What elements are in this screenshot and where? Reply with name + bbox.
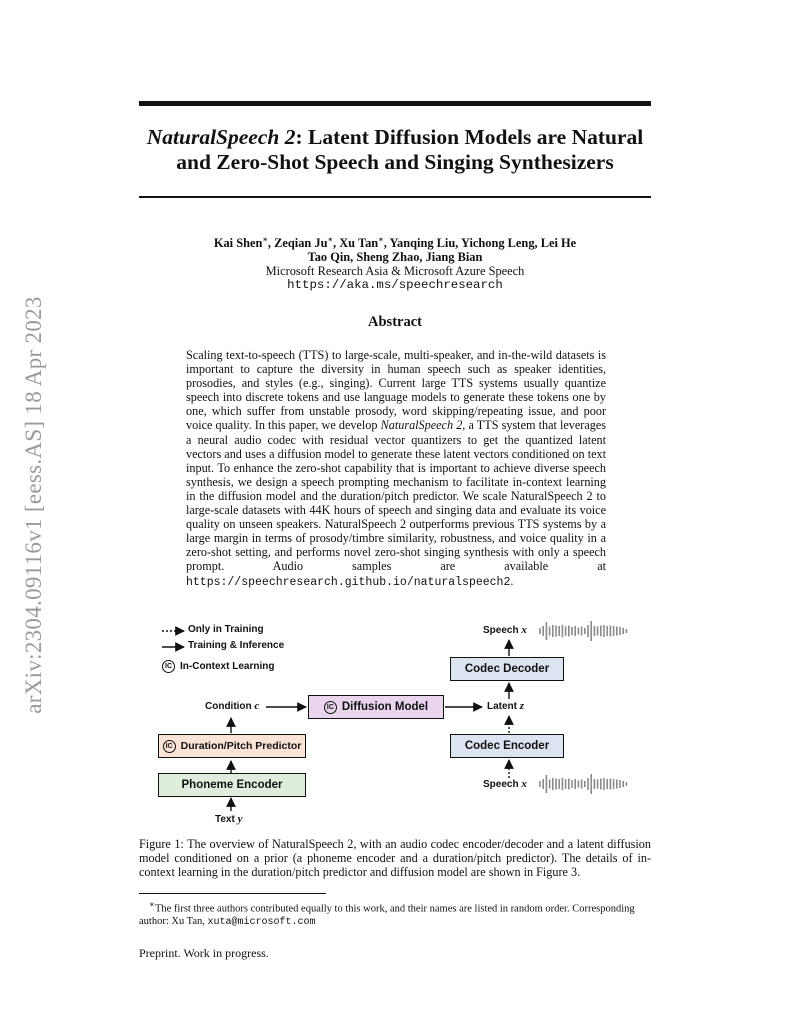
phoneme-encoder-box: Phoneme Encoder xyxy=(158,773,306,797)
label-speech-output: Speech x xyxy=(483,624,527,636)
abstract-body xyxy=(186,348,606,590)
codec-decoder-box: Codec Decoder xyxy=(450,657,564,681)
legend-in-context: IC In-Context Learning xyxy=(162,660,274,673)
label-speech-input: Speech x xyxy=(483,778,527,790)
title-italic-part: NaturalSpeech 2 xyxy=(146,125,296,149)
author-name: Xu Tan xyxy=(339,236,379,251)
arxiv-side-stamp xyxy=(4,265,64,745)
title-bottom-rule xyxy=(139,196,651,198)
label-text: Text y xyxy=(215,813,243,825)
abstract-text: , a TTS system that leverages a neural audio codec with residual vector quantizers to get the quantized latent vectors and uses a diffusion model to generate these latent vectors conditioned on text input. To enhance the zero-shot capability that is important to achieve diverse speech synthesis, we design a speech prompting mechanism to facilitate in-context learning in the diffusion model and the duration/pitch predictor. We scale NaturalSpeech 2 to large-scale datasets with 44K hours of speech and singing data and evaluate its voice quality on unseen speakers. NaturalSpeech 2 outperforms previous TTS systems by a large margin in terms of prosody/timbre similarity, robustness, and voice quality in a zero-shot setting, and performs novel zero-shot singing synthesis with only a speech prompt. Audio samples are available at xyxy=(186,418,607,574)
demo-url[interactable]: https://speechresearch.github.io/naturalspeech2 xyxy=(186,575,511,589)
equal-contribution-mark: ∗ xyxy=(327,235,334,244)
author-line-1: Kai Shen∗, Zeqian Ju∗, Xu Tan∗, Yanqing Liu, Yichong Leng, Lei He xyxy=(213,235,577,251)
figure-caption: Figure 1: The overview of NaturalSpeech 2, with an audio codec encoder/decoder and a latent diffusion model conditioned on a prior (a phoneme encoder and a duration/pitch predictor). The details of in-context learning in the duration/pitch predictor and diffusion model are shown in Figure 3. xyxy=(139,837,651,880)
abstract-end: . xyxy=(510,573,514,588)
speech-waveform-icon xyxy=(540,774,626,794)
affiliation: Microsoft Research Asia & Microsoft Azure Speech xyxy=(265,264,525,279)
ic-badge-icon: IC xyxy=(324,701,337,714)
ic-badge-icon: IC xyxy=(163,740,176,753)
paper-title xyxy=(139,125,651,175)
equal-contribution-mark: ∗ xyxy=(378,235,384,244)
author-line-2: Tao Qin, Sheng Zhao, Jiang Bian xyxy=(307,250,483,265)
footnote: ∗The first three authors contributed equally to this work, and their names are listed in random order. Corresponding author: Xu Tan, xuta@microsoft.com xyxy=(139,899,635,928)
author-email[interactable]: xuta@microsoft.com xyxy=(207,917,316,928)
footnote-mark: ∗ xyxy=(149,899,155,909)
abstract-heading: Abstract xyxy=(368,314,422,330)
legend-training-inference: Training & Inference xyxy=(188,640,285,651)
title-line1-rest: : Latent Diffusion Models are Natural xyxy=(295,125,644,149)
speech-waveform-icon xyxy=(540,621,626,641)
label-latent: Latent z xyxy=(487,700,525,712)
author-name: Kai Shen xyxy=(213,236,263,251)
preprint-note: Preprint. Work in progress. xyxy=(139,946,269,960)
legend-only-training: Only in Training xyxy=(188,624,264,635)
figure-1-diagram xyxy=(140,615,652,835)
footnote-rule xyxy=(139,893,326,894)
abstract-italic-name: NaturalSpeech 2 xyxy=(380,418,463,433)
duration-pitch-predictor-box: IC Duration/Pitch Predictor xyxy=(158,734,306,758)
diffusion-model-box: IC Diffusion Model xyxy=(308,695,444,719)
author-block xyxy=(139,233,651,292)
author-names-rest: Yanqing Liu, Yichong Leng, Lei He xyxy=(389,236,577,251)
arxiv-id: arXiv:2304.09116v1 [eess.AS] 18 Apr 2023 xyxy=(21,296,46,714)
group-url[interactable]: https://aka.ms/speechresearch xyxy=(287,278,503,293)
codec-encoder-box: Codec Encoder xyxy=(450,734,564,758)
author-name: Zeqian Ju xyxy=(274,236,328,251)
label-condition: Condition c xyxy=(205,700,260,712)
title-line2: and Zero-Shot Speech and Singing Synthesizers xyxy=(176,150,614,174)
abstract-text: Scaling text-to-speech (TTS) to large-scale, multi-speaker, and in-the-wild datasets is important to capture the diversity in human speech such as speaker identities, prosodies, and styles (e.g., singing). Current large TTS systems usually quantize speech into discrete tokens and use language models to generate these tokens one by one, which suffer from unstable prosody, word skipping/repeating issue, and poor voice quality. In this paper, we develop xyxy=(186,348,606,433)
equal-contribution-mark: ∗ xyxy=(262,235,268,244)
title-top-rule xyxy=(139,101,651,106)
ic-badge-icon: IC xyxy=(162,660,175,673)
